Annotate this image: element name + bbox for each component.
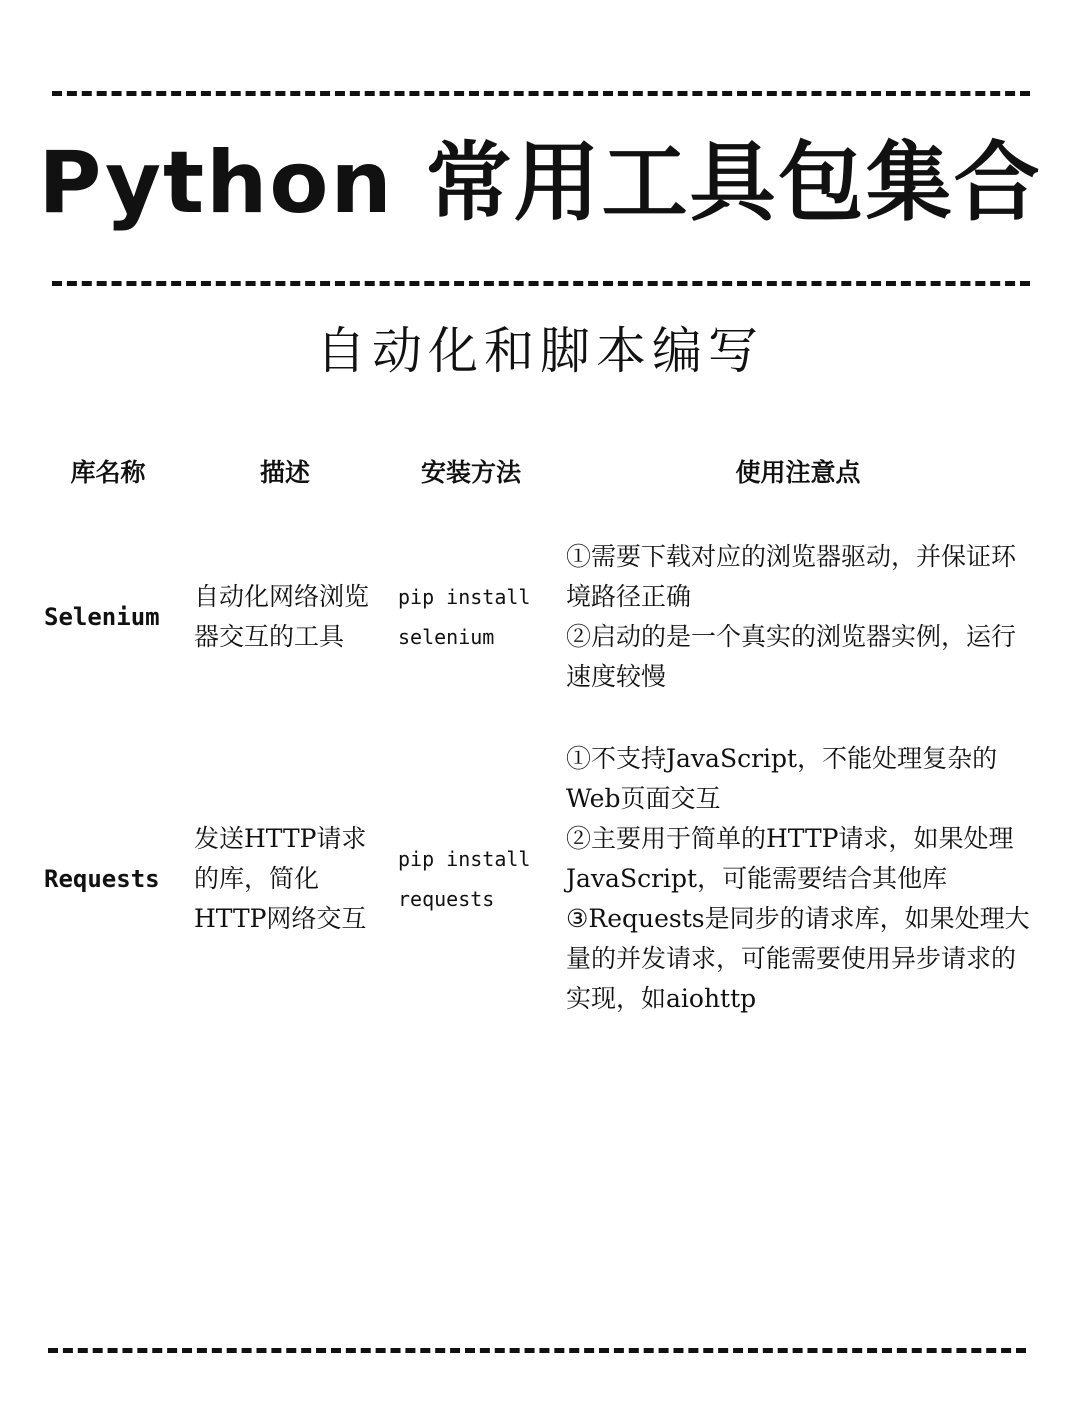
library-name: Requests (44, 865, 160, 893)
bottom-dashed-divider (48, 1348, 1026, 1353)
column-header-install: 安装方法 (420, 458, 521, 487)
top-dashed-divider (52, 91, 1030, 96)
install-command: pip install selenium (398, 585, 531, 649)
table-header-row (34, 432, 1042, 510)
usage-notes (554, 724, 1042, 1034)
library-table (34, 432, 1042, 1034)
usage-notes (554, 510, 1042, 724)
column-header-description: 描述 (259, 458, 310, 487)
section-subtitle: 自动化和脚本编写 (316, 322, 764, 380)
title-dashed-divider (52, 281, 1030, 286)
install-command: pip install requests (398, 847, 531, 911)
library-name: Selenium (44, 603, 160, 631)
page-title: Python 常用工具包集合 (38, 133, 1042, 233)
library-description: 发送HTTP请求的库，简化HTTP网络交互 (194, 824, 367, 933)
usage-note: ①需要下载对应的浏览器驱动，并保证环境路径正确 (566, 542, 1017, 611)
table-row (34, 510, 1042, 724)
table-row (34, 724, 1042, 1034)
column-header-notes: 使用注意点 (735, 458, 861, 487)
library-description: 自动化网络浏览器交互的工具 (194, 582, 370, 651)
usage-note: ②启动的是一个真实的浏览器实例，运行速度较慢 (566, 622, 1017, 691)
usage-note: ③Requests是同步的请求库，如果处理大量的并发请求，可能需要使用异步请求的实现，如aiohttp (566, 904, 1030, 1013)
usage-note: ②主要用于简单的HTTP请求，如果处理JavaScript，可能需要结合其他库 (566, 824, 1014, 893)
usage-note: ①不支持JavaScript，不能处理复杂的Web页面交互 (566, 744, 998, 813)
column-header-name: 库名称 (70, 458, 146, 487)
